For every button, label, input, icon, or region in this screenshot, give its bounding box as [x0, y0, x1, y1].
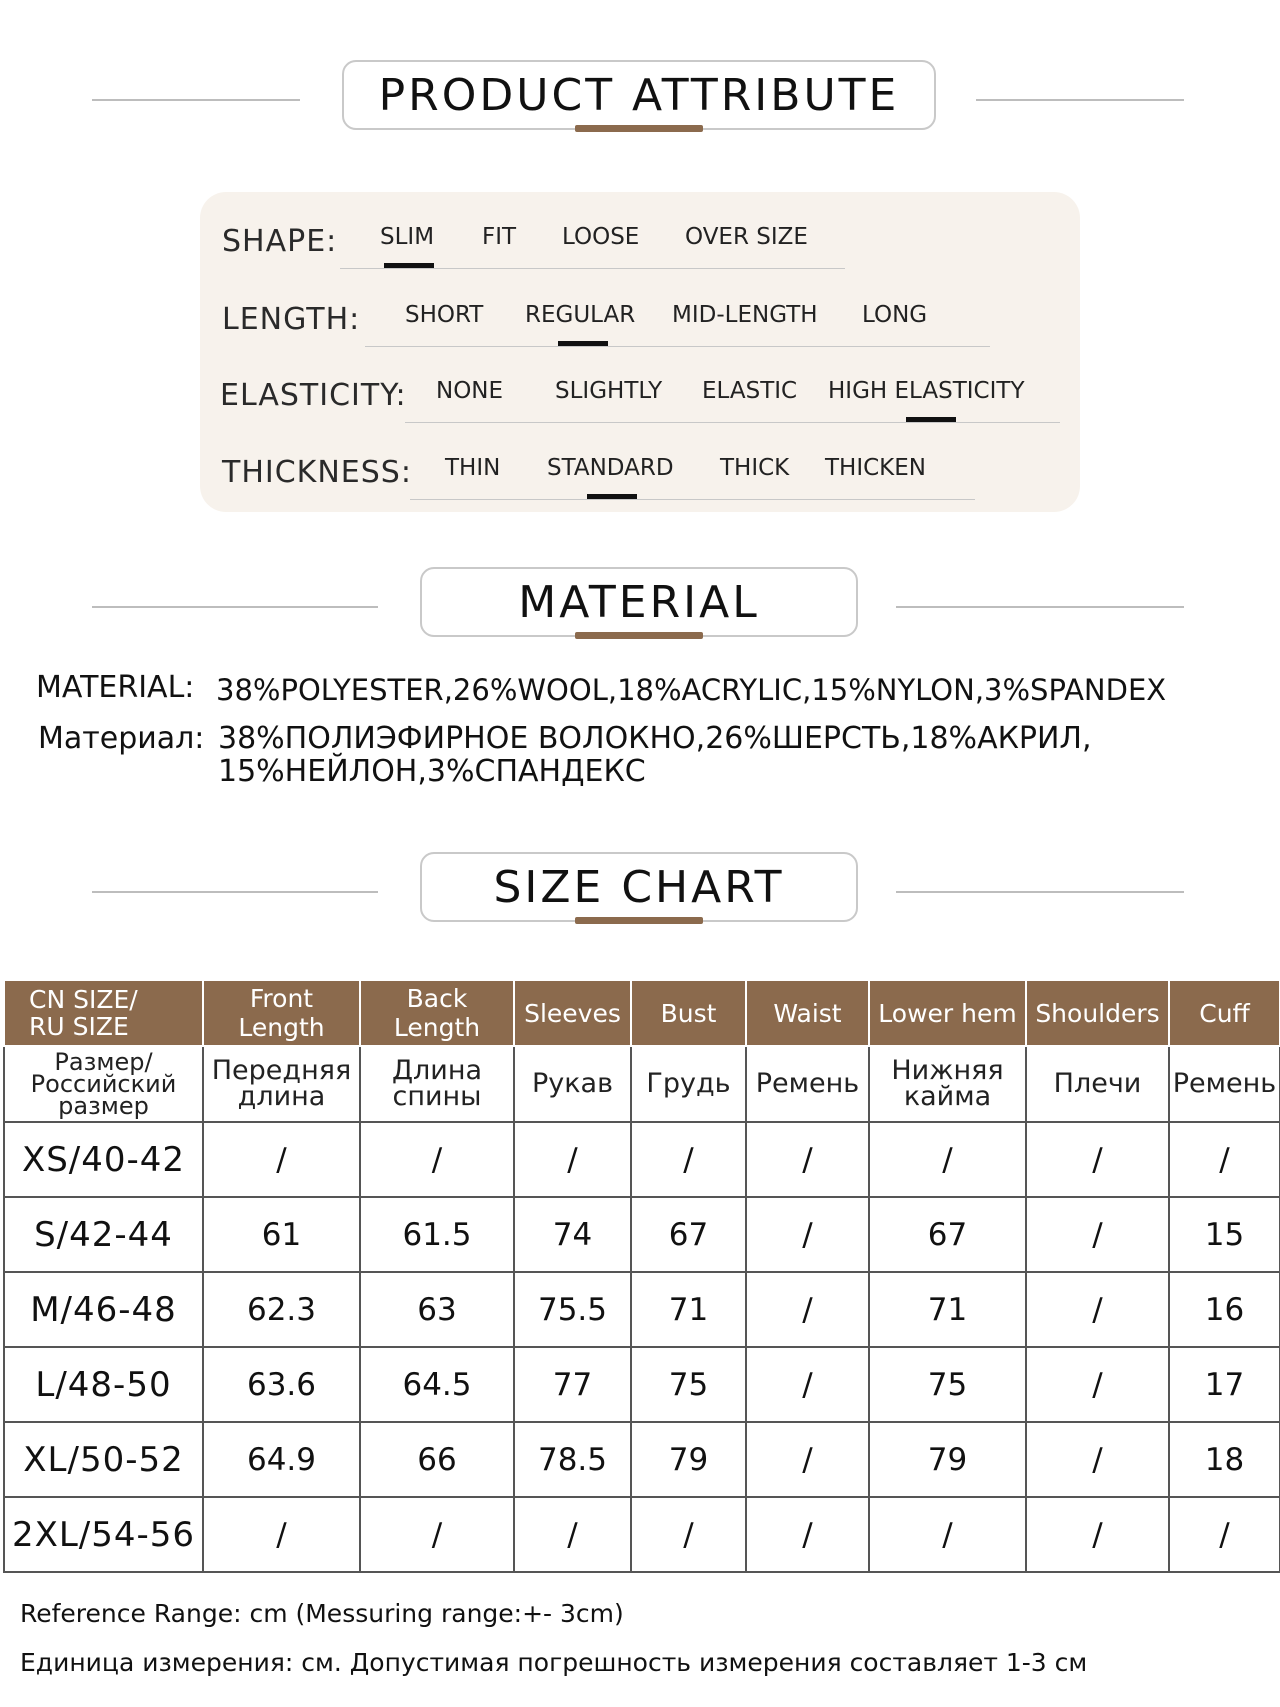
- column-header-en: Bust: [631, 980, 746, 1046]
- size-cell: XS/40-42: [4, 1122, 203, 1197]
- footnote-en: Reference Range: cm (Messuring range:+- 3cm): [20, 1599, 624, 1628]
- column-header-ru: Размер/ Российский размер: [4, 1046, 203, 1122]
- section-title: MATERIAL: [420, 567, 858, 637]
- column-header-ru: Ремень: [746, 1046, 869, 1122]
- table-cell: 66: [360, 1422, 514, 1497]
- table-cell: /: [360, 1122, 514, 1197]
- table-cell: /: [514, 1497, 631, 1572]
- footnote-ru: Единица измерения: см. Допустимая погрешность измерения составляет 1-3 см: [20, 1648, 1088, 1677]
- table-cell: /: [869, 1122, 1026, 1197]
- attribute-baseline: [340, 268, 845, 269]
- attribute-label: THICKNESS:: [222, 455, 412, 490]
- table-cell: /: [360, 1497, 514, 1572]
- size-cell: S/42-44: [4, 1197, 203, 1272]
- size-cell: M/46-48: [4, 1272, 203, 1347]
- table-cell: /: [1026, 1422, 1169, 1497]
- column-header-en: CN SIZE/ RU SIZE: [4, 980, 203, 1046]
- column-header-ru: Передняя длина: [203, 1046, 360, 1122]
- column-header-ru: Грудь: [631, 1046, 746, 1122]
- table-cell: 61: [203, 1197, 360, 1272]
- column-header-en: Lower hem: [869, 980, 1026, 1046]
- table-cell: 16: [1169, 1272, 1280, 1347]
- material-header: [0, 567, 1280, 647]
- table-cell: /: [869, 1497, 1026, 1572]
- table-cell: /: [1169, 1497, 1280, 1572]
- attribute-label: LENGTH:: [222, 302, 361, 337]
- table-cell: /: [1026, 1272, 1169, 1347]
- attribute-baseline: [405, 422, 1060, 423]
- table-cell: 77: [514, 1347, 631, 1422]
- table-cell: /: [631, 1497, 746, 1572]
- table-cell: 75.5: [514, 1272, 631, 1347]
- table-cell: /: [203, 1122, 360, 1197]
- material-en-value: 38%POLYESTER,26%WOOL,18%ACRYLIC,15%NYLON,3%SPANDEX: [216, 673, 1167, 707]
- size-cell: 2XL/54-56: [4, 1497, 203, 1572]
- attribute-option: NONE: [436, 378, 504, 404]
- table-cell: 74: [514, 1197, 631, 1272]
- attribute-option: MID-LENGTH: [672, 302, 818, 328]
- attribute-option: OVER SIZE: [685, 224, 808, 250]
- table-cell: /: [746, 1272, 869, 1347]
- table-cell: 18: [1169, 1422, 1280, 1497]
- header-line-right: [896, 606, 1184, 608]
- table-cell: 75: [869, 1347, 1026, 1422]
- table-cell: 78.5: [514, 1422, 631, 1497]
- table-cell: /: [746, 1197, 869, 1272]
- table-cell: 79: [869, 1422, 1026, 1497]
- column-header-en: Waist: [746, 980, 869, 1046]
- selected-option-marker: [587, 494, 637, 499]
- section-title: SIZE CHART: [420, 852, 858, 922]
- attribute-row: [200, 214, 1080, 274]
- attribute-row: [200, 445, 1080, 505]
- size-cell: XL/50-52: [4, 1422, 203, 1497]
- column-header-ru: Ремень: [1169, 1046, 1280, 1122]
- table-row: [4, 1422, 1280, 1497]
- table-cell: /: [746, 1347, 869, 1422]
- column-header-en: Front Length: [203, 980, 360, 1046]
- table-cell: /: [1169, 1122, 1280, 1197]
- table-cell: /: [631, 1122, 746, 1197]
- attribute-option: FIT: [482, 224, 517, 250]
- table-cell: 64.9: [203, 1422, 360, 1497]
- header-line-left: [92, 99, 300, 101]
- title-underline: [575, 632, 703, 639]
- selected-option-marker: [384, 263, 434, 268]
- table-cell: /: [1026, 1122, 1169, 1197]
- table-cell: 67: [869, 1197, 1026, 1272]
- table-cell: 62.3: [203, 1272, 360, 1347]
- table-row: [4, 1197, 1280, 1272]
- attribute-option: HIGH ELASTICITY: [828, 378, 1025, 404]
- table-cell: /: [514, 1122, 631, 1197]
- table-cell: 63.6: [203, 1347, 360, 1422]
- attribute-baseline: [365, 346, 990, 347]
- attribute-label: SHAPE:: [222, 224, 338, 259]
- table-cell: /: [746, 1422, 869, 1497]
- table-cell: /: [746, 1497, 869, 1572]
- attribute-row: [200, 368, 1080, 428]
- table-cell: /: [203, 1497, 360, 1572]
- column-header-en: Sleeves: [514, 980, 631, 1046]
- attribute-option: LOOSE: [562, 224, 640, 250]
- attribute-option: LONG: [862, 302, 928, 328]
- table-cell: 75: [631, 1347, 746, 1422]
- attribute-option: SLIM: [380, 224, 435, 250]
- title-underline: [575, 917, 703, 924]
- attribute-label: ELASTICITY:: [220, 378, 407, 413]
- table-cell: 64.5: [360, 1347, 514, 1422]
- table-cell: 61.5: [360, 1197, 514, 1272]
- selected-option-marker: [558, 341, 608, 346]
- material-ru-value-line1: 38%ПОЛИЭФИРНОЕ ВОЛОКНО,26%ШЕРСТЬ,18%АКРИЛ,: [218, 721, 1092, 756]
- column-header-ru: Рукав: [514, 1046, 631, 1122]
- table-cell: 63: [360, 1272, 514, 1347]
- header-line-left: [92, 891, 378, 893]
- table-cell: 79: [631, 1422, 746, 1497]
- table-row: [4, 1347, 1280, 1422]
- attribute-option: THIN: [445, 455, 501, 481]
- column-header-en: Cuff: [1169, 980, 1280, 1046]
- table-cell: 71: [631, 1272, 746, 1347]
- column-header-ru: Нижняя кайма: [869, 1046, 1026, 1122]
- attribute-option: THICKEN: [825, 455, 927, 481]
- header-line-right: [896, 891, 1184, 893]
- column-header-en: Back Length: [360, 980, 514, 1046]
- table-row: [4, 1497, 1280, 1572]
- column-header-ru: Длина спины: [360, 1046, 514, 1122]
- table-cell: /: [746, 1122, 869, 1197]
- table-cell: /: [1026, 1347, 1169, 1422]
- column-header-ru: Плечи: [1026, 1046, 1169, 1122]
- table-cell: 15: [1169, 1197, 1280, 1272]
- header-line-right: [976, 99, 1184, 101]
- table-cell: 67: [631, 1197, 746, 1272]
- title-underline: [575, 125, 703, 132]
- header-row-en: [4, 980, 1280, 1046]
- selected-option-marker: [906, 417, 956, 422]
- material-ru-label: Материал:: [38, 721, 205, 756]
- table-row: [4, 1272, 1280, 1347]
- header-line-left: [92, 606, 378, 608]
- attribute-option: THICK: [720, 455, 790, 481]
- table-cell: /: [1026, 1497, 1169, 1572]
- attribute-baseline: [410, 499, 975, 500]
- table-row: [4, 1122, 1280, 1197]
- material-ru-value-line2: 15%НЕЙЛОН,3%СПАНДЕКС: [218, 754, 646, 789]
- table-cell: /: [1026, 1197, 1169, 1272]
- column-header-en: Shoulders: [1026, 980, 1169, 1046]
- size-chart-table: [3, 979, 1280, 1573]
- attribute-row: [200, 292, 1080, 352]
- attribute-option: STANDARD: [547, 455, 674, 481]
- attribute-panel: [200, 192, 1080, 512]
- product-attribute-header: [0, 60, 1280, 140]
- attribute-option: SLIGHTLY: [555, 378, 663, 404]
- size-chart-header: [0, 852, 1280, 932]
- section-title: PRODUCT ATTRIBUTE: [342, 60, 936, 130]
- attribute-option: REGULAR: [525, 302, 636, 328]
- attribute-option: ELASTIC: [702, 378, 798, 404]
- attribute-option: SHORT: [405, 302, 484, 328]
- material-en-label: MATERIAL:: [36, 670, 195, 705]
- size-cell: L/48-50: [4, 1347, 203, 1422]
- header-row-ru: [4, 1046, 1280, 1122]
- table-cell: 71: [869, 1272, 1026, 1347]
- table-cell: 17: [1169, 1347, 1280, 1422]
